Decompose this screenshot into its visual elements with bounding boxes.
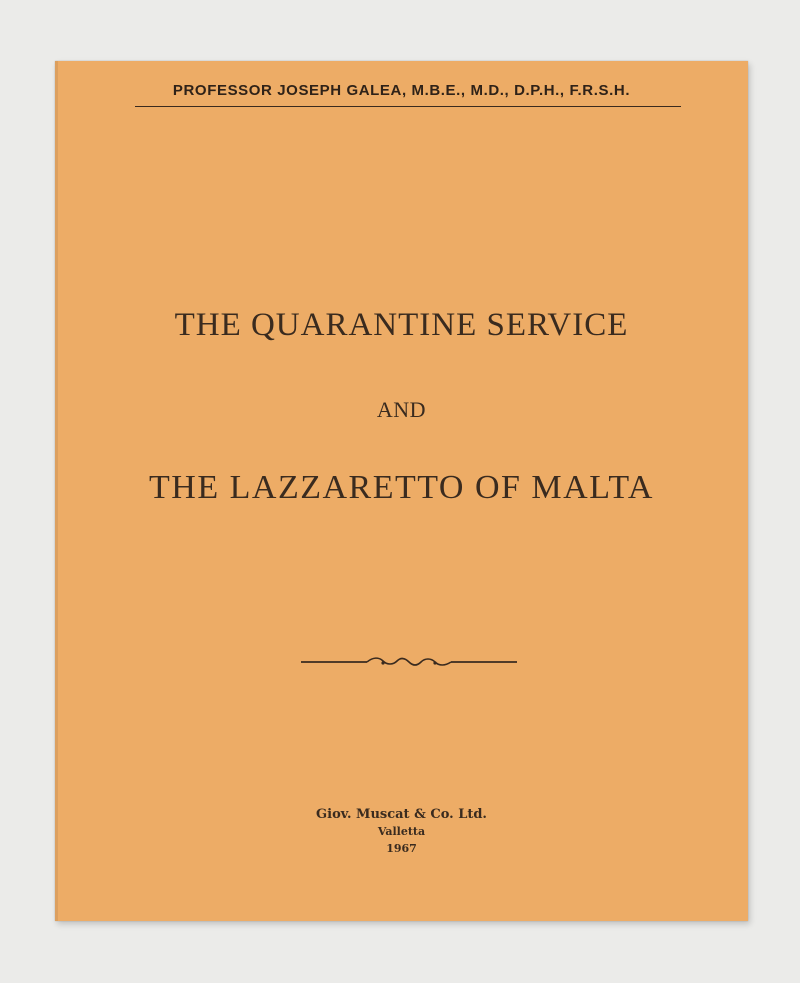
book-cover [55,61,748,921]
scroll-ornament-icon [301,654,517,670]
author-credit: PROFESSOR JOSEPH GALEA, M.B.E., M.D., D.P.H., F.R.S.H. [172,82,631,99]
title-line-2: THE LAZZARETTO OF MALTA [149,469,654,506]
author-underline [135,106,681,107]
publication-place: Valletta [377,825,426,838]
title-line-1: THE QUARANTINE SERVICE [174,307,629,343]
publication-year: 1967 [386,842,417,855]
title-and: AND [376,397,427,422]
publisher-name: Giov. Muscat & Co. Ltd. [316,807,487,822]
